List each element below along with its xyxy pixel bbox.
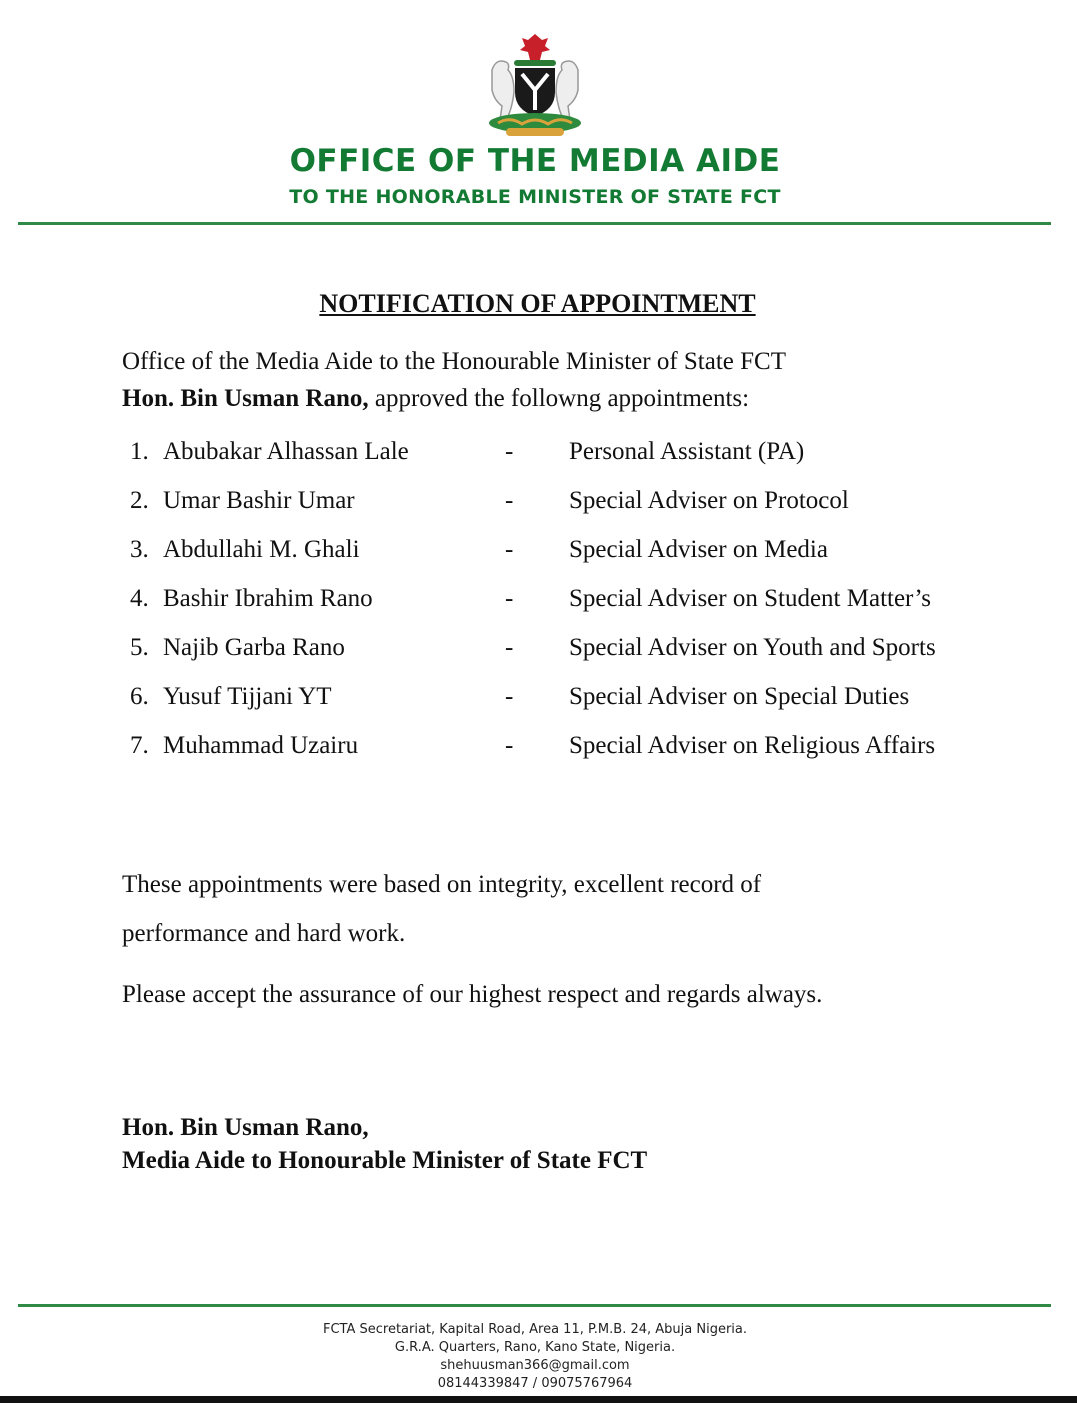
signatory-title: Media Aide to Honourable Minister of State FCT xyxy=(122,1147,648,1174)
header-divider xyxy=(18,222,1051,225)
intro-paragraph xyxy=(122,343,952,417)
separator-dash: - xyxy=(505,585,514,612)
item-number: 3. xyxy=(130,536,149,563)
item-number: 1. xyxy=(130,438,149,465)
intro-rest: approved the followng appointments: xyxy=(368,385,750,412)
item-number: 4. xyxy=(130,585,149,612)
footer-divider xyxy=(18,1304,1051,1307)
item-number: 6. xyxy=(130,683,149,710)
list-item xyxy=(122,433,1002,482)
appointments-list xyxy=(122,433,1002,776)
footer-email: shehuusman366@gmail.com xyxy=(440,1358,630,1373)
list-item xyxy=(122,482,1002,531)
intro-second-line xyxy=(122,380,952,417)
footer-contact xyxy=(0,1321,1070,1393)
appointee-role: Special Adviser on Special Duties xyxy=(569,683,910,710)
separator-dash: - xyxy=(505,683,514,710)
signatory-name: Hon. Bin Usman Rano, xyxy=(122,1114,369,1141)
appointee-role: Special Adviser on Religious Affairs xyxy=(569,732,936,759)
appointee-name: Umar Bashir Umar xyxy=(163,487,355,514)
appointee-role: Special Adviser on Student Matter’s xyxy=(569,585,931,612)
appointee-role: Personal Assistant (PA) xyxy=(569,438,805,465)
appointment-basis-paragraph xyxy=(122,860,952,958)
appointee-name: Bashir Ibrahim Rano xyxy=(163,585,373,612)
coat-of-arms-icon xyxy=(470,30,600,140)
appointee-role: Special Adviser on Youth and Sports xyxy=(569,634,936,661)
list-item xyxy=(122,580,1002,629)
paragraph-line: performance and hard work. xyxy=(122,920,406,947)
list-item xyxy=(122,629,1002,678)
appointee-name: Abubakar Alhassan Lale xyxy=(163,438,409,465)
appointee-name: Abdullahi M. Ghali xyxy=(163,536,360,563)
bottom-edge-bar xyxy=(0,1396,1077,1403)
office-subtitle: TO THE HONORABLE MINISTER OF STATE FCT xyxy=(289,186,781,208)
office-title: OFFICE OF THE MEDIA AIDE xyxy=(289,143,781,179)
list-item xyxy=(122,531,1002,580)
signature-block xyxy=(122,1111,647,1177)
footer-address-kano: G.R.A. Quarters, Rano, Kano State, Nigeria. xyxy=(394,1340,676,1355)
item-number: 5. xyxy=(130,634,149,661)
separator-dash: - xyxy=(505,438,514,465)
intro-first-line xyxy=(122,343,952,380)
intro-approver-name: Hon. Bin Usman Rano, xyxy=(122,385,369,412)
intro-text: Office of the Media Aide to the Honourable Minister of State FCT xyxy=(122,348,786,375)
separator-dash: - xyxy=(505,634,514,661)
appointee-name: Muhammad Uzairu xyxy=(163,732,359,759)
separator-dash: - xyxy=(505,732,514,759)
appointee-name: Yusuf Tijjani YT xyxy=(163,683,332,710)
item-number: 2. xyxy=(130,487,149,514)
appointee-name: Najib Garba Rano xyxy=(163,634,345,661)
appointee-role: Special Adviser on Media xyxy=(569,536,828,563)
footer-address-abuja: FCTA Secretariat, Kapital Road, Area 11, P.M.B. 24, Abuja Nigeria. xyxy=(322,1322,747,1337)
item-number: 7. xyxy=(130,732,149,759)
appointee-role: Special Adviser on Protocol xyxy=(569,487,849,514)
separator-dash: - xyxy=(505,487,514,514)
document-title: NOTIFICATION OF APPOINTMENT xyxy=(319,289,756,318)
footer-phones: 08144339847 / 09075767964 xyxy=(437,1376,633,1391)
list-item xyxy=(122,727,1002,776)
paragraph-line: These appointments were based on integrity, excellent record of xyxy=(122,871,762,898)
list-item xyxy=(122,678,1002,727)
closing-paragraph: Please accept the assurance of our highest respect and regards always. xyxy=(122,981,823,1008)
separator-dash: - xyxy=(505,536,514,563)
